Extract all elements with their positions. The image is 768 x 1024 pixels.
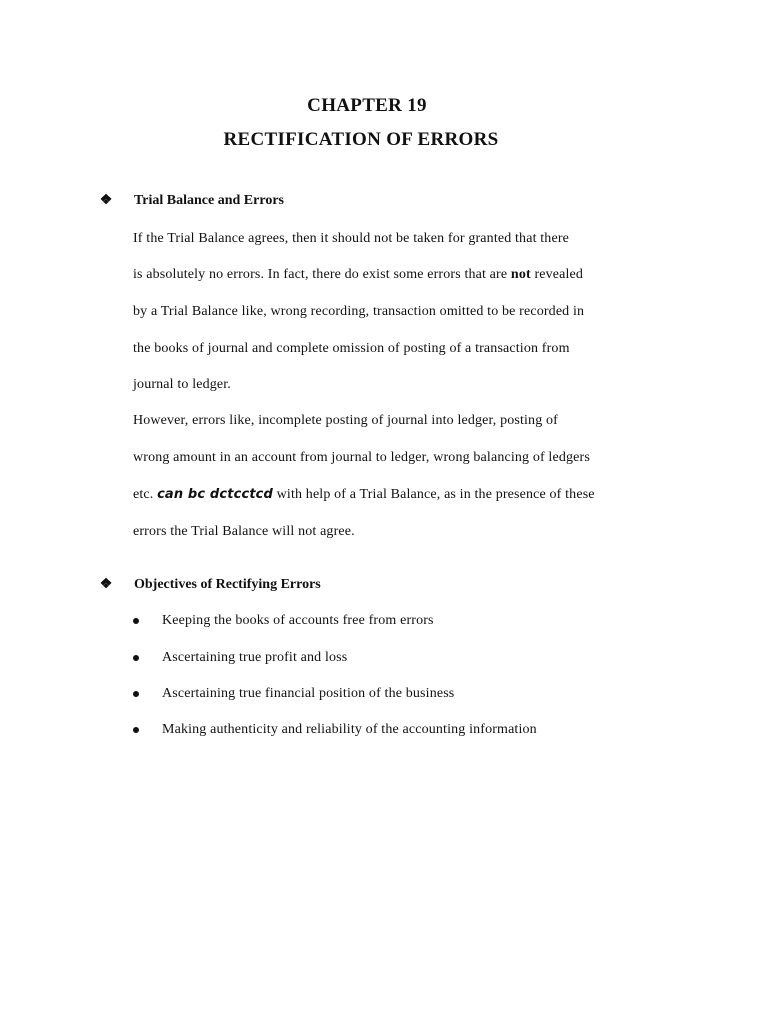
list-item xyxy=(133,722,537,738)
section-heading-text: Trial Balance and Errors xyxy=(134,192,284,208)
chapter-number: CHAPTER 19 xyxy=(307,95,427,116)
list-item-text: Keeping the books of accounts free from errors xyxy=(162,613,434,628)
emphasis-detected: can bc dctcctcd xyxy=(157,487,273,502)
section-heading-trial-balance xyxy=(99,192,284,209)
list-item-text: Ascertaining true financial position of the business xyxy=(162,686,455,701)
list-item xyxy=(133,686,454,702)
bullet-dot-icon xyxy=(133,691,139,697)
text-span: is absolutely no errors. In fact, there do exist some errors that are xyxy=(133,267,511,282)
diamond-bullet-icon: ❖ xyxy=(99,193,113,208)
paragraph-line: If the Trial Balance agrees, then it should not be taken for granted that there xyxy=(133,231,569,246)
paragraph-line: journal to ledger. xyxy=(133,377,231,392)
text-span: with help of a Trial Balance, as in the presence of these xyxy=(273,487,595,502)
bullet-dot-icon xyxy=(133,618,139,624)
section-heading-objectives xyxy=(99,576,321,593)
paragraph-line: wrong amount in an account from journal to ledger, wrong balancing of ledgers xyxy=(133,450,590,465)
paragraph-line: errors the Trial Balance will not agree. xyxy=(133,524,355,539)
list-item-text: Ascertaining true profit and loss xyxy=(162,650,348,665)
paragraph-line: However, errors like, incomplete posting of journal into ledger, posting of xyxy=(133,413,558,428)
text-span: revealed xyxy=(530,267,584,282)
list-item xyxy=(133,650,347,666)
list-item-text: Making authenticity and reliability of the accounting information xyxy=(162,722,537,737)
emphasis-not: not xyxy=(510,267,531,282)
chapter-title: RECTIFICATION OF ERRORS xyxy=(223,129,499,150)
section-heading-text: Objectives of Rectifying Errors xyxy=(134,576,321,592)
list-item xyxy=(133,613,434,629)
diamond-bullet-icon: ❖ xyxy=(99,577,113,592)
paragraph-line: by a Trial Balance like, wrong recording, transaction omitted to be recorded in xyxy=(133,304,585,319)
bullet-dot-icon xyxy=(133,727,139,733)
text-span: etc. xyxy=(133,487,158,502)
paragraph-line xyxy=(133,267,583,283)
bullet-dot-icon xyxy=(133,655,139,661)
paragraph-line: the books of journal and complete omission of posting of a transaction from xyxy=(133,341,570,356)
paragraph-line xyxy=(133,487,595,503)
